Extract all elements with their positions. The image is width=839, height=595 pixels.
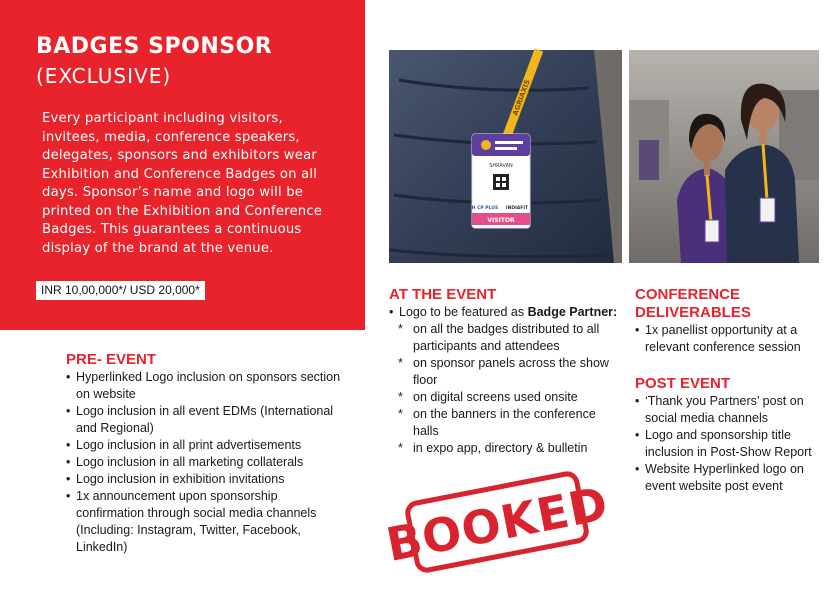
list-item: • Hyperlinked Logo inclusion on sponsors section on website <box>66 370 341 401</box>
conference-list <box>635 322 829 356</box>
booked-stamp <box>382 469 613 576</box>
badge-photo <box>389 50 622 263</box>
asterisk-icon: * <box>398 390 403 404</box>
list-item: • Logo inclusion in all event EDMs (International and Regional) <box>66 404 334 435</box>
price-tag: INR 10,00,000*/ USD 20,000* <box>36 281 205 300</box>
bullet-icon: • <box>635 323 640 337</box>
page-title: BADGES SPONSOR <box>36 34 273 59</box>
badge-type: VISITOR <box>487 217 515 224</box>
stamp-text: BOOKED <box>382 476 613 572</box>
bullet-icon: • <box>635 428 640 442</box>
list-item: • Logo inclusion in exhibition invitations <box>66 472 285 486</box>
list-item: • Website Hyperlinked logo on event website post event <box>635 462 804 493</box>
conference-heading: CONFERENCE DELIVERABLES <box>635 286 751 321</box>
list-item: * on all the badges distributed to all participants and attendees <box>398 322 600 353</box>
pre-event-section <box>66 351 346 556</box>
list-item: • 1x panellist opportunity at a relevant conference session <box>635 323 801 354</box>
bullet-icon: • <box>66 404 71 418</box>
asterisk-icon: * <box>398 322 403 336</box>
bullet-icon: • <box>66 438 71 452</box>
at-event-list <box>389 304 621 457</box>
list-item: • Logo and sponsorship title inclusion in Post-Show Report <box>635 428 812 459</box>
list-item: * on digital screens used onsite <box>398 390 578 404</box>
list-item: • Logo to be featured as Badge Partner: <box>389 305 618 319</box>
post-event-section <box>635 375 829 495</box>
bullet-icon: • <box>66 489 71 503</box>
list-item: • 1x announcement upon sponsorship confirmation through social media channels (Including: Instagram, Twitter, Facebook, LinkedIn) <box>66 489 317 554</box>
badge-brand-left: H CP PLUS <box>471 206 499 211</box>
sponsor-description: Every participant including visitors, invitees, media, conference speakers, delegates, sponsors and exhibitors wear Exhibition and Conference Badges on all days. Sponsor’s name and logo will be printed on the Exhibition and Conference Badges. This guarantees a continuous display of the brand at the venue. <box>42 111 323 256</box>
bullet-icon: • <box>389 305 394 319</box>
list-item: • Logo inclusion in all print advertisements <box>66 438 302 452</box>
bullet-icon: • <box>66 455 71 469</box>
at-event-heading: AT THE EVENT <box>389 286 497 303</box>
post-event-heading: POST EVENT <box>635 375 731 392</box>
list-item: * on the banners in the conference halls <box>398 407 596 438</box>
list-item: * on sponsor panels across the show floor <box>398 356 609 387</box>
asterisk-icon: * <box>398 441 403 455</box>
list-item: * in expo app, directory & bulletin <box>398 441 588 455</box>
badge-name: SHRAVAN <box>489 163 513 169</box>
badge-brand-right: INDIAFIT <box>505 206 529 211</box>
bullet-icon: • <box>66 370 71 384</box>
bullet-icon: • <box>66 472 71 486</box>
list-item: • Logo inclusion in all marketing collaterals <box>66 455 304 469</box>
attendees-photo <box>629 50 819 263</box>
pre-event-list <box>66 369 346 556</box>
lanyard-text: AGRIAXIS <box>511 78 532 117</box>
bullet-icon: • <box>635 462 640 476</box>
asterisk-icon: * <box>398 356 403 370</box>
post-event-list <box>635 393 829 495</box>
page-subtitle: (EXCLUSIVE) <box>36 64 172 88</box>
header-panel <box>0 0 365 330</box>
conference-section <box>635 286 829 356</box>
asterisk-icon: * <box>398 407 403 421</box>
list-item: • ‘Thank you Partners’ post on social media channels <box>635 394 804 425</box>
at-event-section <box>389 286 621 457</box>
pre-event-heading: PRE- EVENT <box>66 351 157 368</box>
bullet-icon: • <box>635 394 640 408</box>
